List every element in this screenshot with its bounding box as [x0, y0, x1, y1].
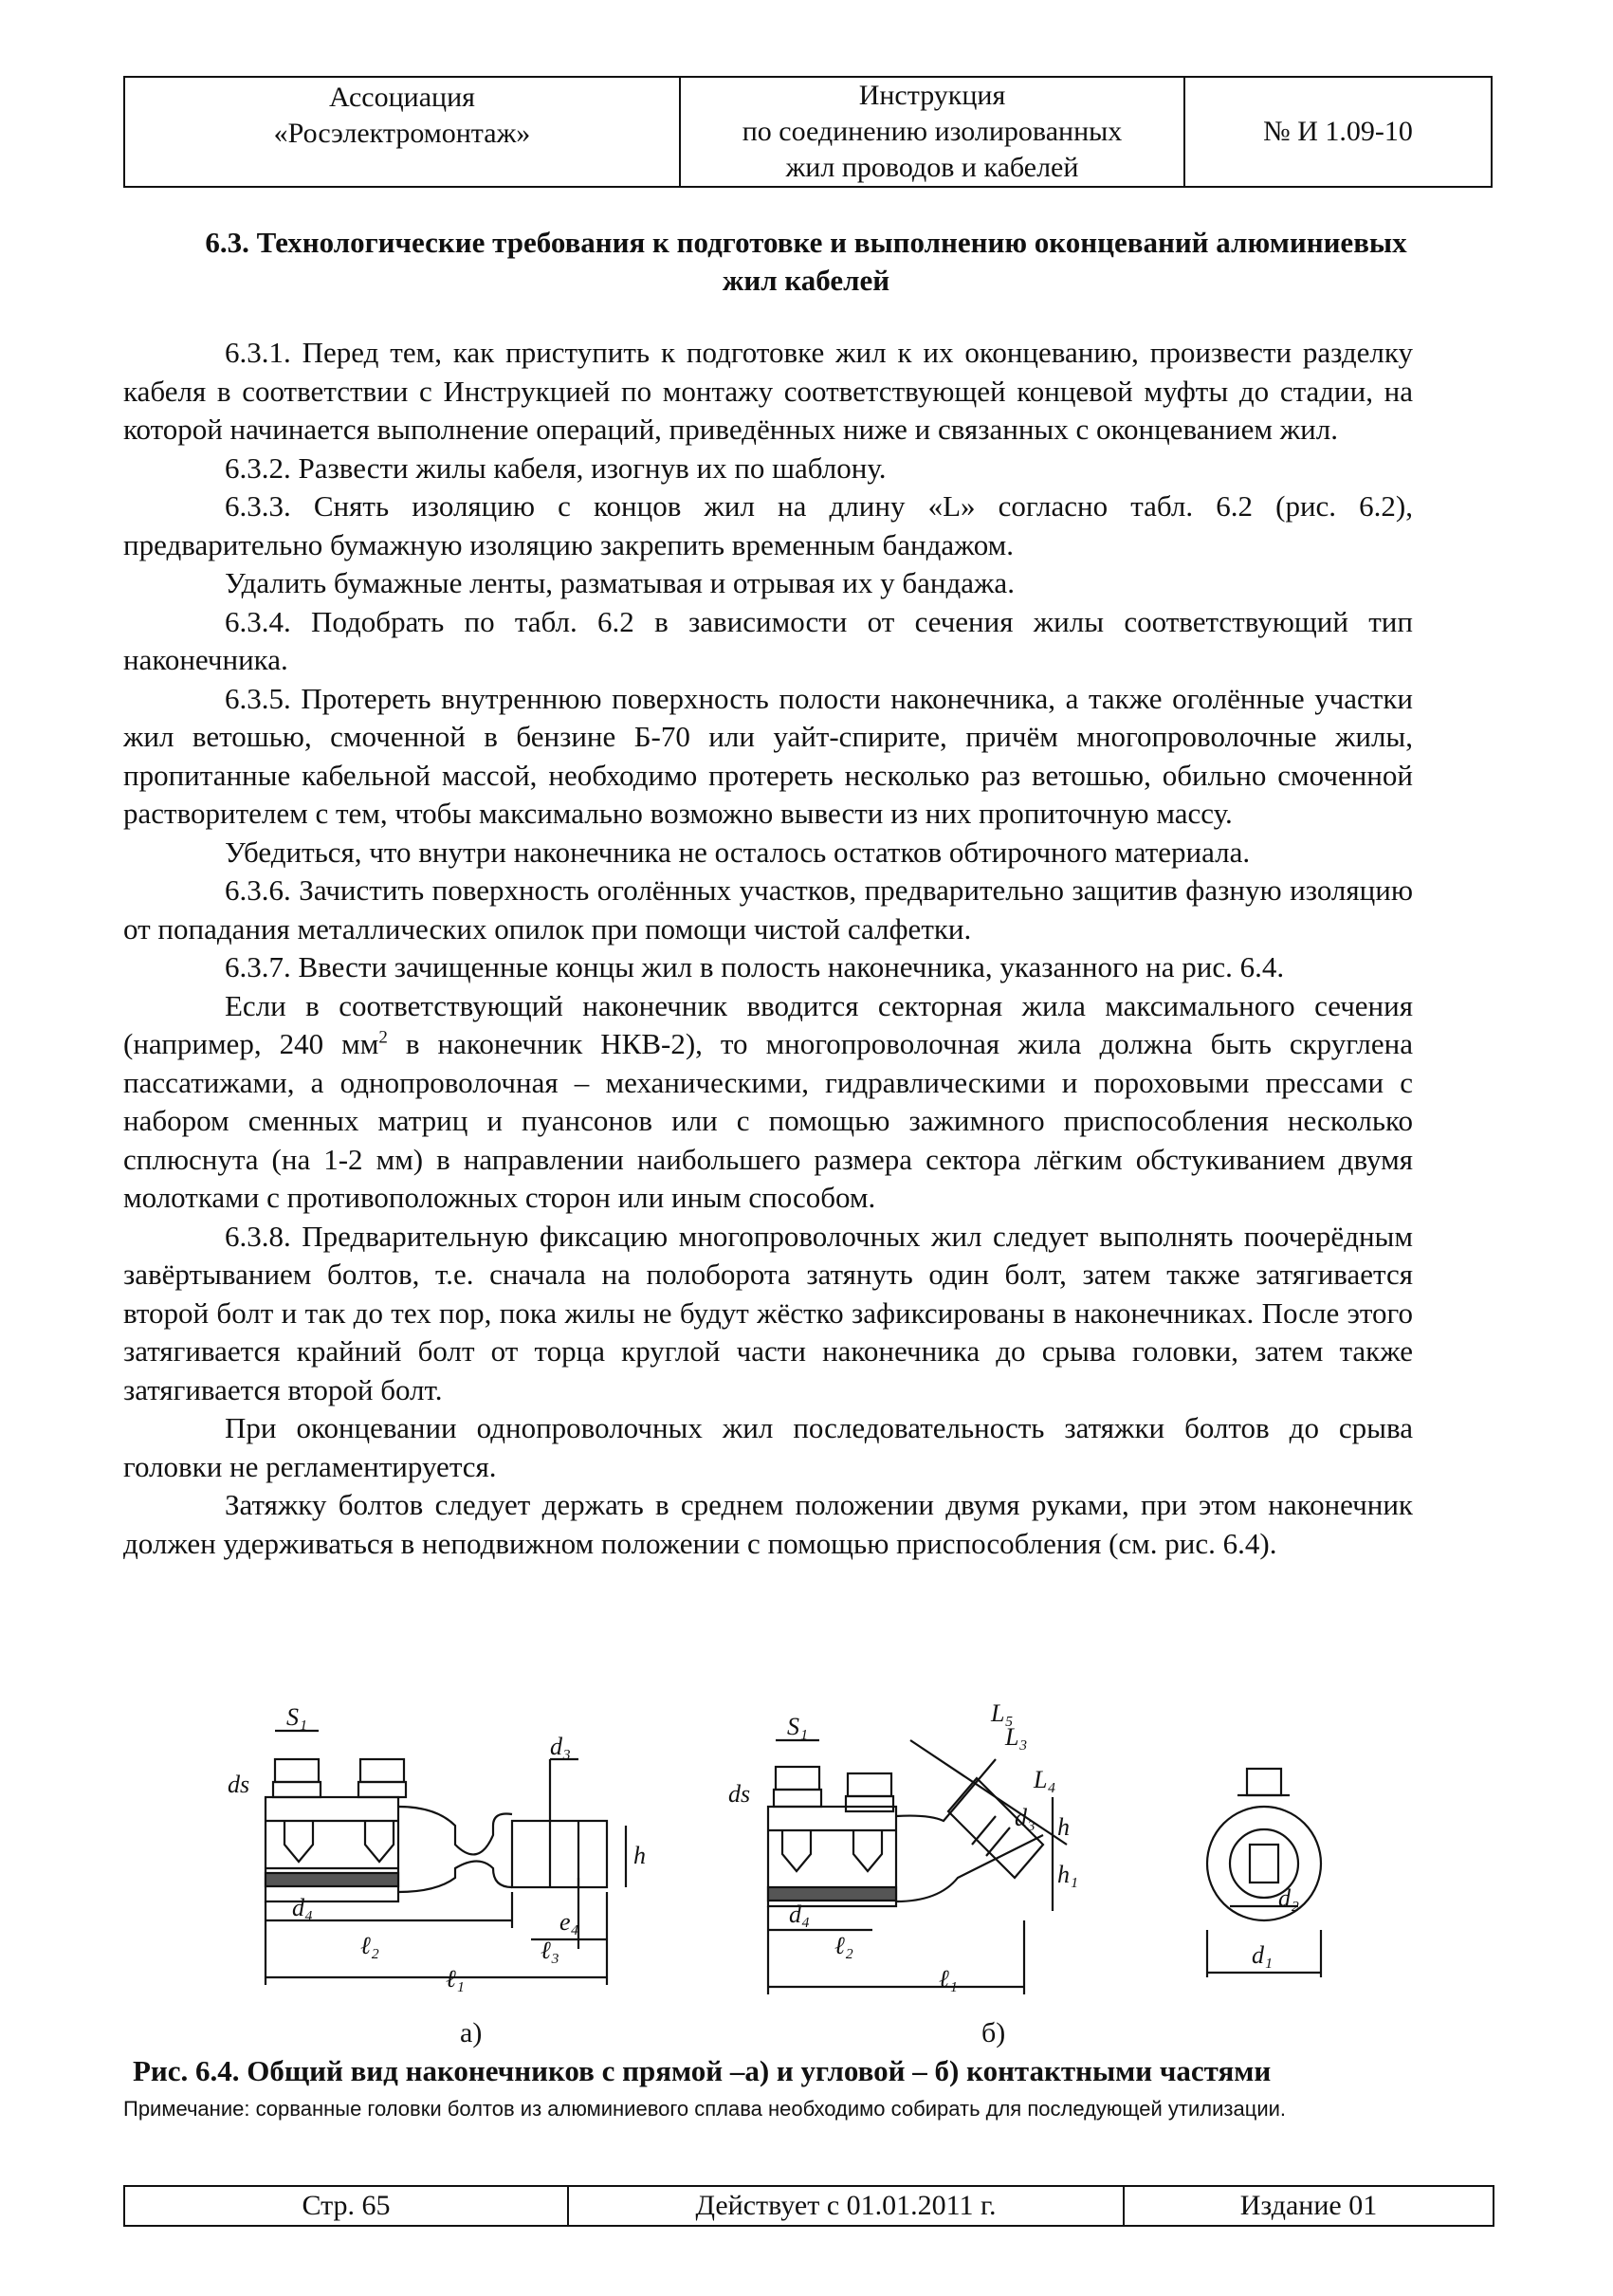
label-e4: e₄	[559, 1908, 579, 1936]
paragraph-6-3-1: 6.3.1. Перед тем, как приступить к подготовке жил к их оконцеванию, произвести разделку кабеля в соответствии с Инструкцией по монтажу соответствующей концевой муфты до стадии, на которой начинается выполнение операций, приведённых ниже и связанных с оконцеванием жил.	[123, 336, 1413, 446]
label-L4: L₄	[1034, 1766, 1056, 1793]
label-l2: ℓ₂	[360, 1932, 379, 1959]
paragraph-6-3-3: 6.3.3. Снять изоляцию с концов жил на длину «L» согласно табл. 6.2 (рис. 6.2), предварительно бумажную изоляцию закрепить временным бандажом.	[123, 489, 1413, 561]
subfigure-label-b: б)	[981, 2017, 1006, 2048]
footer-effective-date: Действует с 01.01.2011 г.	[569, 2187, 1125, 2225]
label-l3: ℓ₃	[541, 1937, 559, 1964]
label-l1: ℓ₁	[446, 1965, 465, 1993]
document-header	[123, 76, 1493, 188]
figure-caption: Рис. 6.4. Общий вид наконечников с прямой –а) и угловой – б) контактными частями	[133, 2054, 1272, 2087]
figure-b-angled-lug	[768, 1740, 1067, 1994]
section-title: 6.3. Технологические требования к подготовке и выполнению оконцеваний алюминиевых жил кабелей	[205, 226, 1407, 297]
paragraph-remove-tapes: Удалить бумажные ленты, разматывая и отрывая их у бандажа.	[225, 566, 1015, 599]
label-l2-b: ℓ₂	[834, 1932, 853, 1959]
footer-page-number: Стр. 65	[125, 2187, 569, 2225]
paragraph-6-3-6: 6.3.6. Зачистить поверхность оголённых участков, предварительно защитив фазную изоляцию от попадания металлических опилок при помощи чистой салфетки.	[123, 873, 1413, 946]
label-h1: h₁	[1057, 1861, 1079, 1888]
header-organization: Ассоциация «Росэлектромонтаж»	[125, 78, 681, 186]
label-d4-b: d₄	[789, 1901, 811, 1928]
header-document-number: № И 1.09-10	[1263, 116, 1413, 147]
figure-note: Примечание: сорванные головки болтов из алюминиевого сплава необходимо собирать для последующей утилизации.	[123, 2097, 1287, 2121]
paragraph-check-inside: Убедиться, что внутри наконечника не осталось остатков обтирочного материала.	[225, 835, 1251, 869]
paragraph-tightening: Затяжку болтов следует держать в среднем положении двумя руками, при этом наконечник должен удерживаться в неподвижном положении с помощью приспособления (см. рис. 6.4).	[123, 1488, 1413, 1560]
paragraph-sector-core-part1: Если в соответствующий наконечник вводится секторная жила максимального сечения (например, 240 мм	[123, 988, 1413, 1060]
paragraph-6-3-5: 6.3.5. Протереть внутреннюю поверхность полости наконечника, а также оголённые участки жил ветошью, смоченной в бензине Б-70 или уайт-спирите, причём многопроволочные жилы, пропитанные кабельной массой, необходимо протереть несколько раз ветошью, обильно смоченной растворителем с тем, чтобы максимально возможно вывести из них пропиточную массу.	[123, 681, 1413, 830]
label-d4: d₄	[292, 1894, 314, 1921]
paragraph-6-3-2: 6.3.2. Развести жилы кабеля, изогнув их по шаблону.	[225, 450, 887, 485]
label-ds: ds	[228, 1771, 250, 1798]
label-L5: L₅	[991, 1702, 1014, 1727]
label-d3: d₃	[550, 1733, 572, 1760]
paragraph-6-3-8: 6.3.8. Предварительную фиксацию многопроволочных жил следует выполнять поочерёдным завёртыванием болтов, т.е. сначала на полоборота затянуть один болт, затем также затягивается второй болт и так до тех пор, пока жилы не будут жёстко зафиксированы в наконечниках. После этого затягивается крайний болт от торца круглой части наконечника до срыва головки, затем также затягивается второй болт.	[123, 1219, 1413, 1406]
label-h: h	[633, 1842, 646, 1869]
paragraph-single-wire: При оконцевании однопроволочных жил последовательность затяжки болтов до срыва головки не регламентируется.	[123, 1411, 1413, 1483]
label-d1: d₁	[1252, 1941, 1274, 1969]
paragraph-6-3-7: 6.3.7. Ввести зачищенные концы жил в полость наконечника, указанного на рис. 6.4.	[225, 950, 1285, 983]
label-d3-b: d₃	[1015, 1804, 1036, 1831]
paragraph-6-3-4: 6.3.4. Подобрать по табл. 6.2 в зависимости от сечения жилы соответствующий тип наконечника.	[123, 604, 1413, 676]
footer-edition: Издание 01	[1239, 2190, 1378, 2221]
header-document-title: Инструкция по соединению изолированных жил проводов и кабелей	[681, 78, 1185, 186]
paragraph-sector-core	[123, 987, 1413, 1218]
label-d2: d₂	[1278, 1884, 1300, 1912]
label-ds-b: ds	[728, 1780, 751, 1808]
document-body	[123, 334, 1413, 1563]
label-L3: L₃	[1005, 1723, 1028, 1751]
superscript-2: 2	[378, 1027, 388, 1048]
figure-6-4-drawing	[209, 1702, 1432, 2001]
paragraph-sector-core-part2: в наконечник НКВ-2), то многопроволочная жила должна быть скруглена пассатижами, а однопроволочная – механическими, гидравлическими и пороховыми прессами с набором сменных матриц и пуансонов или с помощью зажимного приспособления несколько сплюснута (на 1-2 мм) в направлении наибольшего размера сектора лёгким обстукиванием двумя молотками с противоположных сторон или иным способом.	[123, 1027, 1413, 1214]
label-l1-b: ℓ₁	[939, 1965, 958, 1993]
label-h-b: h	[1057, 1813, 1070, 1841]
figure-a-straight-lug	[266, 1731, 626, 1985]
subfigure-label-a: а)	[460, 2017, 483, 2048]
label-s1: S₁	[286, 1703, 308, 1731]
label-s1-b: S₁	[787, 1713, 809, 1740]
document-footer	[123, 2185, 1494, 2227]
